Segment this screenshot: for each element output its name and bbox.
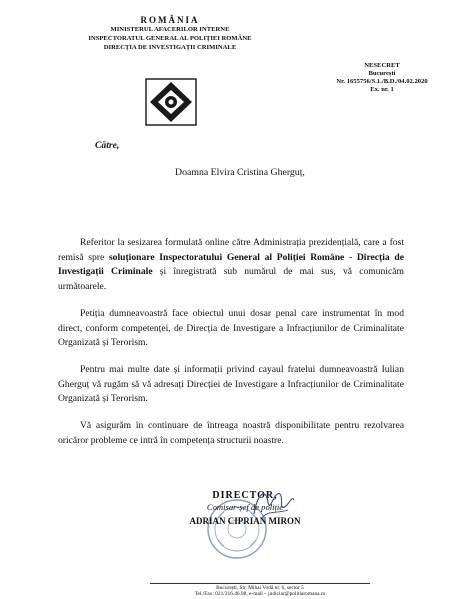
paragraph-1-start: Referitor la sesizarea formulată online către Administrația prezidențială, care a fost remisă spre [58, 237, 404, 263]
footer [150, 585, 370, 598]
letterhead [60, 16, 280, 52]
classification-block [322, 62, 442, 94]
letterhead-inspectorate: INSPECTORATUL GENERAL AL POLIȚIEI ROMÂNE [88, 35, 252, 42]
paragraph-1 [58, 236, 404, 294]
to-label: Către, [95, 140, 120, 151]
signature-name: ADRIAN CIPRIAN MIRON [189, 516, 301, 526]
paragraph-2: Petiția dumneavoastră face obiectul unui dosar penal care instrumentat în mod direct, conform competenței, de Direcția de Investigare a Infracțiunilor de Criminalitate Organizată și Terorism. [58, 308, 404, 349]
paragraph-4: Vă asigurăm în continuare de întreaga noastră disponibilitate pentru rezolvarea oricăror probleme ce intră în competența structurii noastre. [58, 420, 404, 446]
paragraph-3: Pentru mai multe date și informații privind cayaul fratelui dumneavoastră Iulian Gherguț vă rugăm să vă adresați Direcției de Investigare a Infracțiunilor de Criminalitate Organizată și Terorism. [58, 364, 404, 405]
footer-divider [150, 583, 370, 584]
letterhead-directorate: DIRECȚIA DE INVESTIGAȚII CRIMINALE [103, 44, 237, 51]
signature-title: DIRECTOR, [212, 490, 278, 501]
copy-number: Ex. nr. 1 [370, 86, 394, 93]
footer-address: București, Str. Mihai Vodă nr. 6, sector 5 [216, 585, 304, 591]
police-emblem-icon [145, 78, 197, 126]
letterhead-country: ROMÂNIA [140, 15, 200, 25]
recipient-name: Doamna Elvira Cristina Gherguț, [175, 167, 305, 178]
paragraph-1-bold: soluționare Inspectoratului General al Poliției Române - Direcția de Investigații Criminale [58, 251, 404, 278]
paragraph-1-end: și înregistrată sub numărul de mai sus, vă comunicăm următoarele. [58, 266, 404, 292]
registration-number: Nr. 1655756/S.1./B.D./04.02.2020 [336, 78, 428, 85]
signature-role: Comisar-șef de poliție [206, 502, 284, 512]
footer-contact: Tel./Fax: 021/316.46.98, e-mail – judiciar@politiaromana.ro [194, 591, 326, 598]
classification-city: București [368, 70, 396, 77]
letterhead-ministry: MINISTERUL AFACERILOR INTERNE [110, 26, 230, 33]
classification-status: NESECRET [364, 62, 400, 69]
handwritten-signature [248, 484, 298, 522]
